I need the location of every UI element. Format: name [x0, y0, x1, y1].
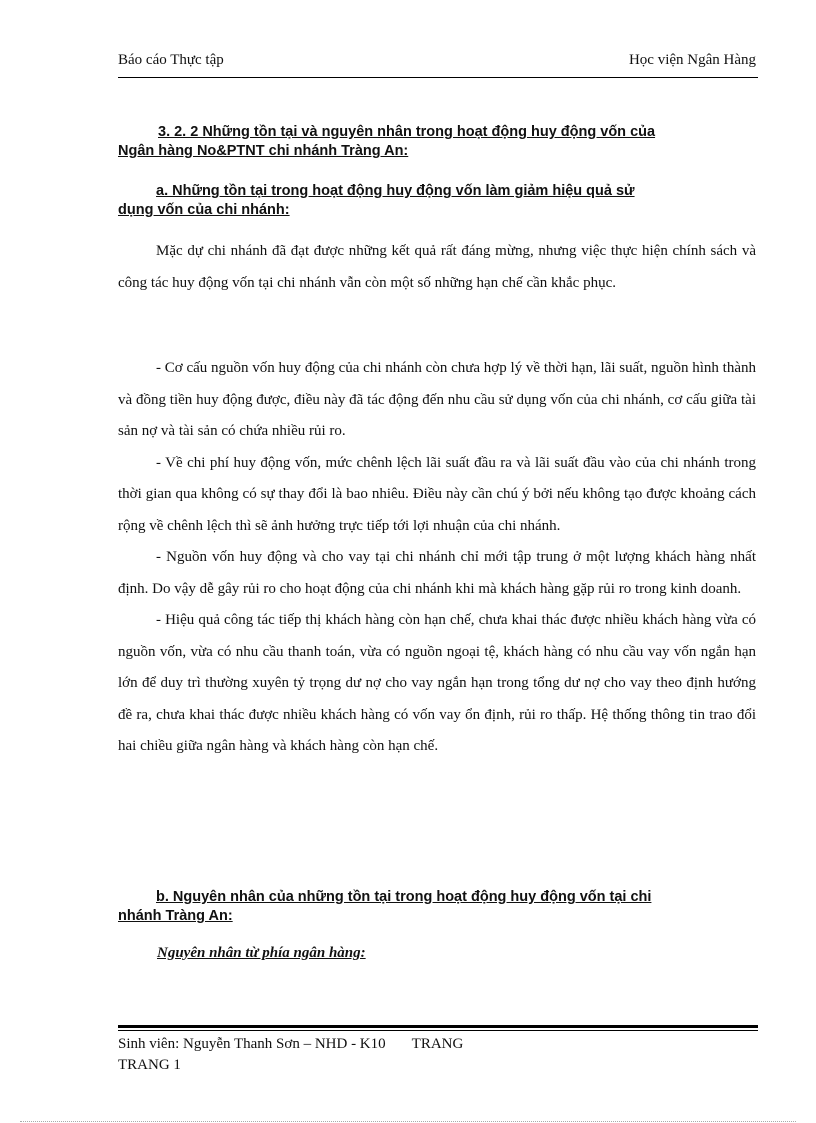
- issues-list: [118, 353, 756, 763]
- section-heading: [118, 123, 718, 161]
- header-report-title: Báo cáo Thực tập: [118, 52, 224, 68]
- subheading-b-line1: b. Nguyên nhân của những tồn tại trong hoạt động huy động vốn tại chi: [156, 889, 652, 905]
- header-institution: Học viện Ngân Hàng: [628, 52, 756, 68]
- subheading-a: [118, 182, 718, 220]
- footer-student: Sinh viên: Nguyễn Thanh Sơn – NHD - K10: [118, 1036, 386, 1052]
- intro-paragraph: Mặc dự chi nhánh đã đạt được những kết quả rất đáng mừng, nhưng việc thực hiện chính sách và công tác huy động vốn tại chi nhánh vẫn còn một số những hạn chế cần khắc phục.: [118, 243, 756, 291]
- section-heading-line2: Ngân hàng No&PTNT chi nhánh Tràng An:: [118, 143, 409, 159]
- list-item: - Cơ cấu nguồn vốn huy động của chi nhánh còn chưa hợp lý về thời hạn, lãi suất, nguồn hình thành và đồng tiền huy động được, điều này đã tác động đến nhu cầu sử dụng vốn của chi nhánh, cơ cấu giữa tài sản nợ và tài sản có chứa nhiều rủi ro.: [118, 360, 756, 439]
- subheading-b: [118, 888, 718, 926]
- list-item: - Nguồn vốn huy động và cho vay tại chi nhánh chỉ mới tập trung ở một lượng khách hàng nhất định. Do vậy dễ gây rủi ro cho hoạt động của chi nhánh khi mà khách hàng gặp rủi ro trong kinh doanh.: [118, 549, 756, 597]
- footer-page-number: TRANG 1: [118, 1057, 181, 1073]
- page-header: [118, 52, 756, 76]
- footer-rule-thick: [118, 1025, 758, 1028]
- subheading-a-line1: a. Những tồn tại trong hoạt động huy động vốn làm giảm hiệu quả sử: [156, 183, 635, 199]
- page-bottom-border: [20, 1121, 796, 1122]
- footer-trang-label: TRANG: [411, 1036, 464, 1052]
- header-rule: [118, 77, 758, 78]
- section-heading-line1: 3. 2. 2 Những tồn tại và nguyên nhân trong hoạt động huy động vốn của: [158, 124, 656, 140]
- subheading-a-line2: dụng vốn của chi nhánh:: [118, 202, 290, 218]
- subheading-b-line2: nhánh Tràng An:: [118, 908, 233, 924]
- footer-rule-thin: [118, 1030, 758, 1031]
- page-footer: [118, 1034, 758, 1076]
- subheading-cause: Nguyên nhân từ phía ngân hàng:: [157, 945, 366, 961]
- list-item: - Về chi phí huy động vốn, mức chênh lệch lãi suất đầu ra và lãi suất đầu vào của chi nhánh trong thời gian qua không có sự thay đổi là bao nhiêu. Điều này cần chú ý bởi nếu không tạo được khoảng cách rộng về chênh lệch thì sẽ ảnh hưởng trực tiếp tới lợi nhuận của chi nhánh.: [118, 454, 756, 534]
- list-item: - Hiệu quả công tác tiếp thị khách hàng còn hạn chế, chưa khai thác được nhiều khách hàng vừa có nguồn vốn, vừa có nhu cầu thanh toán, vừa có nguồn ngoại tệ, khách hàng có nhu cầu vay vốn ngắn hạn lớn để duy trì thường xuyên tỷ trọng dư nợ cho vay ngắn hạn trong tổng dư nợ cho vay theo định hướng đề ra, chưa khai thác được nhiều khách hàng có vốn vay ổn định, rủi ro thấp. Hệ thống thông tin trao đổi hai chiều giữa ngân hàng và khách hàng còn hạn chế.: [118, 612, 756, 754]
